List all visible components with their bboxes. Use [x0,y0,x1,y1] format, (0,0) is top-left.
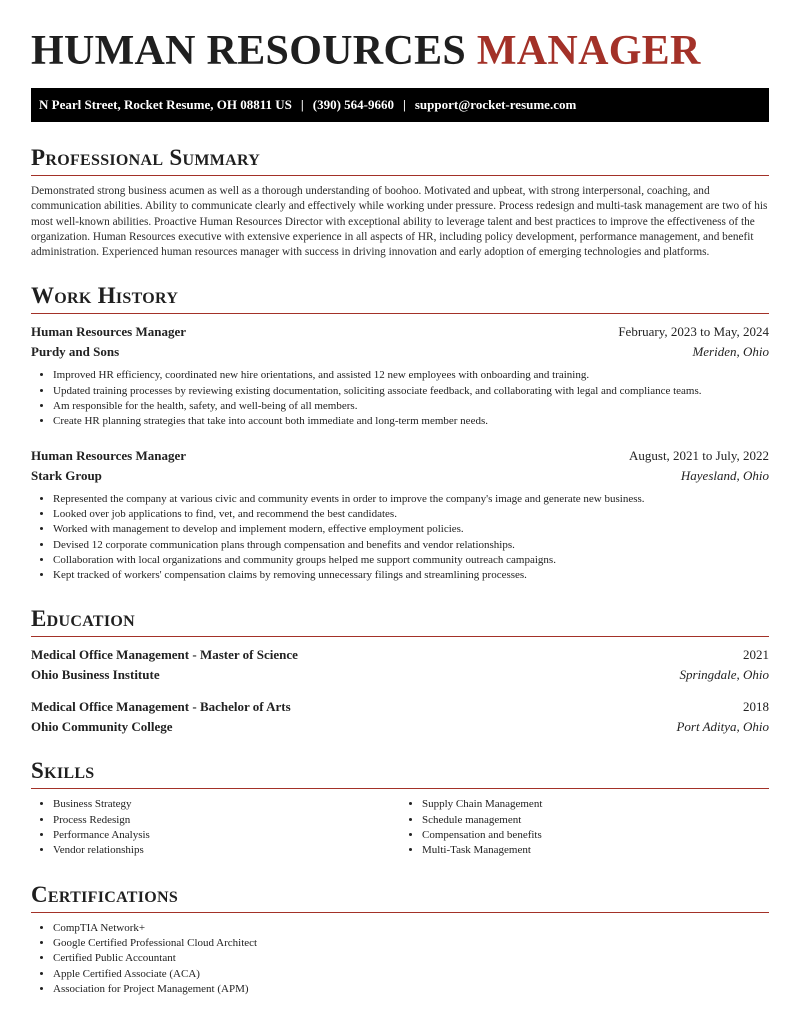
job-company: Purdy and Sons [31,344,120,360]
job-bullet: • Looked over job applications to find, vet, and recommend the best candidates. [53,507,769,522]
contact-separator: | [300,97,304,112]
education-entry [31,699,769,735]
education-location: Port Aditya, Ohio [676,719,769,735]
summary-heading: Professional Summary [31,145,261,170]
contact-phone[interactable]: (390) 564-9660 [312,97,394,112]
job-entry [31,324,769,429]
job-dates: February, 2023 to May, 2024 [618,324,769,340]
job-company-row [31,468,769,484]
job-bullet: • Create HR planning strategies that take into account both immediate and long-term member needs. [53,414,769,429]
job-company: Stark Group [31,467,102,483]
job-title: Human Resources Manager [31,447,187,463]
work-history-heading: Work History [31,283,179,309]
job-dates: August, 2021 to July, 2022 [629,447,769,463]
section-divider [31,313,769,314]
education-year: 2018 [743,699,769,715]
skill-item: • Supply Chain Management [422,797,769,812]
education-heading: Education [31,606,135,632]
certification-item: • CompTIA Network+ [53,921,769,936]
job-bullet: • Improved HR efficiency, coordinated new hire orientations, and assisted 12 new employees with onboarding and training. [53,368,769,383]
job-bullets [31,368,769,429]
contact-bar [31,88,769,122]
job-bullet: • Devised 12 corporate communication plans through compensation and benefits and vendor relationships. [53,538,769,553]
job-bullet: • Collaboration with local organizations and community groups helped me support community outreach campaigns. [53,553,769,568]
certifications-list [31,921,769,997]
job-header-row [31,448,769,464]
job-bullets [31,492,769,584]
certification-item: • Association for Project Management (APM) [53,982,769,997]
contact-separator: | [402,97,406,112]
skill-item: • Vendor relationships [53,843,400,858]
skill-item: • Process Redesign [53,813,400,828]
summary-text: Demonstrated strong business acumen as well as a thorough understanding of boohoo. Motivated and upbeat, with strong interpersonal, coaching, and communication abilities. Ability to communicate clearly and effectively while working under pressure. Process redesign and multi-task management are two of his most well-known abilities. Proactive Human Resources Director with exceptional ability to leverage talent and best practices to improve the effectiveness of the organization. Human Resources executive with extensive experience in all aspects of HR, including policy development, performance management, and benefit administration. Experienced human resources manager with success in driving innovation and early adoption of emerging technologies and platforms. [31,185,768,259]
job-bullet: • Updated training processes by reviewing existing documentation, soliciting associate feedback, and collaborating with legal and compliance teams. [53,384,769,399]
job-title: Human Resources Manager [31,324,187,340]
contact-email[interactable]: support@rocket-resume.com [414,97,577,112]
skill-item: • Performance Analysis [53,828,400,843]
education-school: Ohio Business Institute [31,667,160,683]
job-location: Hayesland, Ohio [680,467,769,483]
section-divider [31,788,769,789]
education-degree-row [31,699,769,715]
job-entry [31,448,769,584]
education-degree: Medical Office Management - Master of Science [31,647,298,663]
skill-item: • Schedule management [422,813,769,828]
education-location: Springdale, Ohio [679,667,769,683]
job-bullet: • Represented the company at various civic and community events in order to improve the company's image and generate new business. [53,492,769,507]
job-company-row [31,344,769,360]
title-accent: MANAGER [476,28,701,74]
education-degree-row [31,647,769,663]
contact-address: N Pearl Street, Rocket Resume, OH 08811 US [39,97,292,112]
skill-item: • Compensation and benefits [422,828,769,843]
job-location: Meriden, Ohio [692,344,769,360]
job-header-row [31,324,769,340]
certification-item: • Apple Certified Associate (ACA) [53,967,769,982]
job-bullet: • Am responsible for the health, safety, and well-being of all members. [53,399,769,414]
skills-list-left [31,797,400,858]
skills-columns [31,797,769,858]
skills-heading: Skills [31,758,95,784]
resume-title [31,28,769,74]
certification-item: • Certified Public Accountant [53,951,769,966]
section-divider [31,175,769,176]
education-school-row [31,719,769,735]
skill-item: • Business Strategy [53,797,400,812]
job-bullet: • Kept tracked of workers' compensation claims by removing unnecessary filings and streamlining processes. [53,568,769,583]
education-entry [31,647,769,683]
job-bullet: • Worked with management to develop and implement modern, effective employment policies. [53,522,769,537]
section-divider [31,636,769,637]
skills-list-right [400,797,769,858]
education-school-row [31,667,769,683]
title-main: HUMAN RESOURCES [31,28,467,74]
section-divider [31,912,769,913]
skill-item: • Multi-Task Management [422,843,769,858]
education-year: 2021 [743,647,769,663]
education-school: Ohio Community College [31,719,173,735]
certification-item: • Google Certified Professional Cloud Architect [53,936,769,951]
certifications-heading: Certifications [31,881,179,907]
education-degree: Medical Office Management - Bachelor of Arts [31,699,291,715]
